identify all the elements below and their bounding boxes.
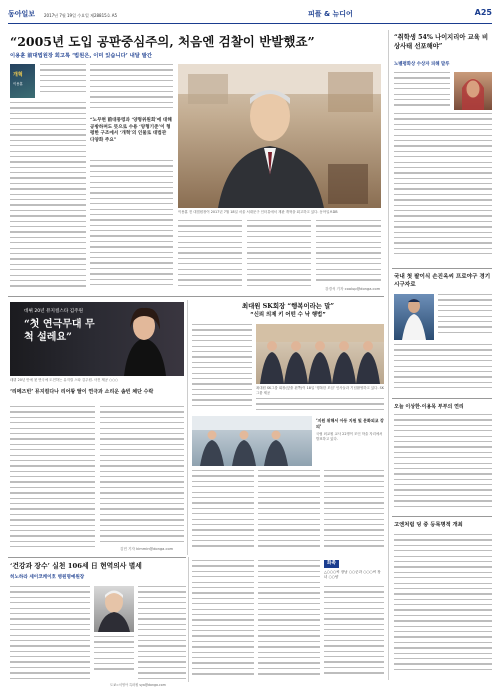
main-article-text-col2a bbox=[90, 64, 173, 116]
main-article-text-col2b bbox=[90, 160, 173, 292]
bottom-text-col2 bbox=[138, 586, 186, 682]
sidebar-bottom-text bbox=[394, 534, 492, 680]
column-divider bbox=[388, 30, 389, 680]
sidebar-top-headline: “취학생 54% 나이지리아 교육 비상사태 선포해야” bbox=[394, 34, 489, 50]
portrait-figure bbox=[178, 64, 381, 208]
middle-caption2-title: ‘지원 위해서 아동 지원 및 문화외교 강의’ bbox=[316, 418, 384, 429]
divider bbox=[8, 557, 186, 558]
middle-second-photo bbox=[192, 416, 312, 466]
main-headline: “2005년 도입 공판중심주의, 처음엔 검찰이 반발했죠” bbox=[10, 34, 315, 49]
main-article-text-col3 bbox=[178, 220, 242, 292]
pitcher-figure bbox=[394, 294, 434, 340]
middle-subhead: “신뢰 의제 키 어떤 수 낙 행법” bbox=[250, 312, 326, 318]
sidebar-top-subhead: 노벨평화상 수상자 피해 말루 bbox=[394, 62, 450, 67]
sidebar-low-headline: 오늘 이상한·이용목 부부의 연리 bbox=[394, 404, 464, 410]
elderly-doctor-portrait bbox=[94, 586, 134, 632]
interview-photo-caption: 데뷔 20년 만에 첫 연극에 도전하는 뮤지컬 스타 김주원. 사진 제공 ○○○ bbox=[10, 378, 119, 382]
section-title: 피플 & 뉴디어 bbox=[308, 10, 353, 18]
seminar-figures bbox=[192, 416, 312, 466]
middle-text-col4 bbox=[258, 470, 320, 552]
singer-portrait bbox=[104, 302, 184, 376]
column-divider bbox=[188, 557, 189, 682]
sidebar-mid-photo bbox=[394, 294, 434, 340]
page-number: A25 bbox=[474, 8, 492, 17]
main-article-text-intro bbox=[40, 64, 86, 98]
middle-group-photo bbox=[256, 324, 384, 384]
book-cover-title: 개혁 bbox=[13, 72, 23, 78]
main-pull-quote: “노무현 前대통령과 ‘양형위원회’에 대해 공방하며도 뜻으로 수용 ‘양형기준’이 형평한 구조에서 ‘개혁’의 인물로 대법관 다양화 주요” bbox=[90, 118, 172, 143]
divider bbox=[392, 398, 492, 399]
masthead bbox=[8, 6, 492, 24]
main-photo-caption: 이용훈 전 대법원장이 2017년 7월 18일 서울 서대문구 인터뷰에서 재판 개혁을 회고하고 있다. 동아일보DB bbox=[178, 210, 338, 214]
sidebar-mid-text-b bbox=[394, 344, 492, 394]
main-byline: 강경석 기자 coolup@donga.com bbox=[325, 287, 381, 291]
middle-text-col5 bbox=[324, 470, 384, 552]
portrait-woman bbox=[454, 72, 492, 110]
middle-photo-caption: 최대원 SK그룹 회장(앞줄 왼쪽)이 18일 ‘행복한 모임’ 인사들과 기념촬영하고 있다. SK그룹 제공 bbox=[256, 386, 384, 395]
middle-text-col3 bbox=[192, 470, 254, 552]
sidebar-mid-text-a bbox=[438, 294, 492, 340]
interview-subhead: ‘리메즈빈’ 뮤지컬다나 리어왕 딸이 연극과 소리운 솜빈 체단 수락 bbox=[10, 389, 154, 395]
issue-date: 2017년 7월 19일 수요일 제28815호 A5 bbox=[44, 13, 118, 18]
bottom-subhead: 히노하라 세이코케이호 병원명예원장 bbox=[10, 575, 85, 580]
bottom-mid-text-col2 bbox=[258, 560, 320, 680]
interview-photo bbox=[10, 302, 184, 376]
bottom-portrait-photo bbox=[94, 586, 134, 632]
interview-pretitle: 데뷔 20년 뮤지컬스타 김주원 bbox=[24, 309, 84, 314]
middle-text-col2 bbox=[256, 398, 384, 418]
bottom-mid-text-col1 bbox=[192, 560, 254, 680]
group-figures bbox=[256, 324, 384, 384]
interview-headline: “첫 연극무대 무척 설레요” bbox=[24, 319, 95, 343]
sidebar-low-text bbox=[394, 414, 492, 512]
divider bbox=[8, 296, 384, 297]
middle-text-col1 bbox=[192, 324, 252, 412]
notice-body: △○○○씨 장남 ○○군과 ○○○씨 장녀 ○○양 bbox=[324, 570, 381, 580]
bottom-text-col3 bbox=[94, 636, 134, 676]
interview-byline: 김민 기자 kimmin@donga.com bbox=[120, 547, 174, 551]
bottom-headline: ‘건강과 장수’ 실천 106세 日 현역의사 별세 bbox=[10, 562, 142, 570]
notice-title: 화촉 bbox=[324, 560, 339, 568]
interview-text-col2 bbox=[100, 406, 184, 546]
main-article-photo bbox=[178, 64, 381, 208]
sidebar-top-text-b bbox=[394, 113, 492, 263]
main-article-text-col1 bbox=[10, 102, 86, 292]
bottom-text-col1 bbox=[10, 586, 90, 682]
interview-text-col1 bbox=[10, 406, 95, 551]
main-article-text-col4 bbox=[247, 220, 311, 292]
book-cover-image bbox=[10, 64, 35, 98]
book-cover-author: 이용훈 bbox=[13, 82, 23, 86]
sidebar-mid-headline: 국내 첫 팔이식 손진옥씨 프로야구 경기 시구자로 bbox=[394, 274, 491, 288]
main-subhead: 이용훈 前대법원장 회고록 ‘법원은, 이미 있습니다’ 내달 발간 bbox=[10, 53, 152, 59]
sidebar-bottom-headline: 고엔처럼 딩 중 등목명적 개최 bbox=[394, 522, 463, 528]
column-divider bbox=[187, 300, 188, 555]
middle-caption2: 국립 외교원 교사 22명이 모인 학술 자리에서 발표하고 있다. bbox=[316, 432, 383, 441]
bottom-byline: 도쿄=서영아 특파원 sya@donga.com bbox=[110, 683, 166, 687]
newspaper-logo: 동아일보 bbox=[8, 9, 36, 18]
middle-headline: 최대원 SK회장 “행복이라는 말” bbox=[241, 302, 335, 310]
sidebar-top-text-a bbox=[394, 72, 450, 110]
divider bbox=[392, 268, 492, 269]
main-article-text-col5 bbox=[316, 220, 381, 286]
divider bbox=[392, 516, 492, 517]
sidebar-top-photo bbox=[454, 72, 492, 110]
bottom-mid-text-col3 bbox=[324, 586, 384, 680]
